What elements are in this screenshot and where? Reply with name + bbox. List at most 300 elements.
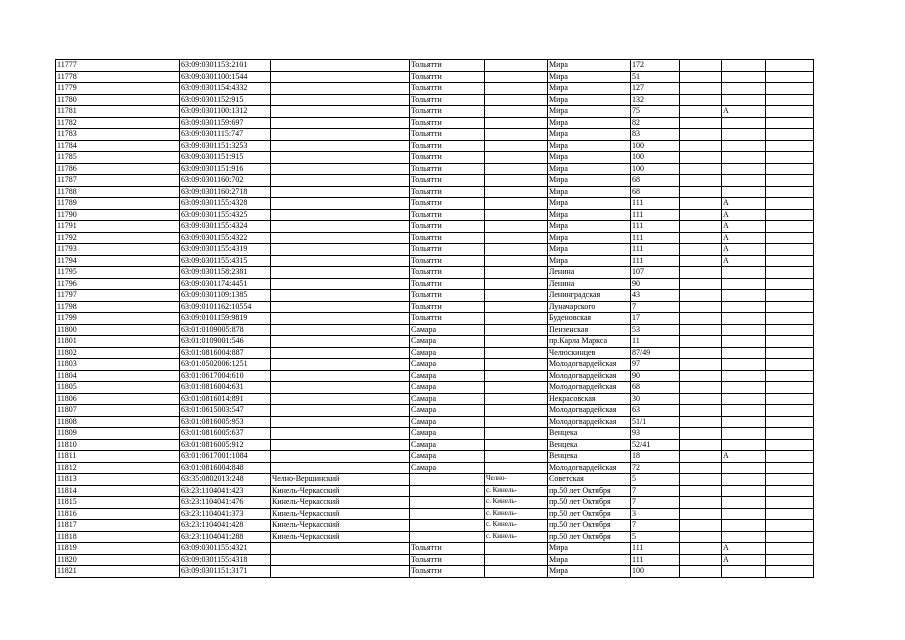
house-cell: 63 bbox=[631, 405, 680, 417]
letter-cell: А bbox=[722, 543, 766, 555]
table-row bbox=[56, 60, 814, 72]
settlement-cell: с. Кинель- bbox=[485, 497, 548, 509]
extra-cell bbox=[766, 71, 814, 83]
building-cell bbox=[680, 474, 722, 486]
house-cell: 87/49 bbox=[631, 347, 680, 359]
building-cell bbox=[680, 278, 722, 290]
house-cell: 53 bbox=[631, 324, 680, 336]
table-row bbox=[56, 554, 814, 566]
extra-cell bbox=[766, 439, 814, 451]
district-cell bbox=[271, 301, 410, 313]
extra-cell bbox=[766, 566, 814, 578]
district-cell bbox=[271, 129, 410, 141]
street-cell: Венцека bbox=[548, 451, 631, 463]
city-cell: Самара bbox=[410, 439, 485, 451]
house-cell: 100 bbox=[631, 163, 680, 175]
city-cell: Самара bbox=[410, 393, 485, 405]
street-cell: Молодогвардейская bbox=[548, 405, 631, 417]
settlement-cell bbox=[485, 324, 548, 336]
city-cell: Тольятти bbox=[410, 290, 485, 302]
table-row bbox=[56, 439, 814, 451]
row-number-cell: 11807 bbox=[56, 405, 180, 417]
extra-cell bbox=[766, 152, 814, 164]
settlement-cell bbox=[485, 163, 548, 175]
cadastral-number-cell: 63:09:0301174:4451 bbox=[180, 278, 271, 290]
extra-cell bbox=[766, 278, 814, 290]
street-cell: Мира bbox=[548, 198, 631, 210]
letter-cell: А bbox=[722, 221, 766, 233]
district-cell bbox=[271, 462, 410, 474]
settlement-cell bbox=[485, 359, 548, 371]
street-cell: Пензенская bbox=[548, 324, 631, 336]
row-number-cell: 11808 bbox=[56, 416, 180, 428]
letter-cell bbox=[722, 301, 766, 313]
settlement-cell bbox=[485, 232, 548, 244]
house-cell: 51 bbox=[631, 71, 680, 83]
row-number-cell: 11783 bbox=[56, 129, 180, 141]
extra-cell bbox=[766, 531, 814, 543]
district-cell bbox=[271, 232, 410, 244]
letter-cell bbox=[722, 175, 766, 187]
table-row bbox=[56, 313, 814, 325]
district-cell bbox=[271, 221, 410, 233]
house-cell: 3 bbox=[631, 508, 680, 520]
table-row bbox=[56, 267, 814, 279]
street-cell: Некрасовская bbox=[548, 393, 631, 405]
cadastral-number-cell: 63:23:1104041:423 bbox=[180, 485, 271, 497]
row-number-cell: 11780 bbox=[56, 94, 180, 106]
settlement-cell bbox=[485, 94, 548, 106]
building-cell bbox=[680, 117, 722, 129]
street-cell: Молодогвардейская bbox=[548, 416, 631, 428]
building-cell bbox=[680, 186, 722, 198]
table-row bbox=[56, 393, 814, 405]
cadastral-number-cell: 63:01:0615003:547 bbox=[180, 405, 271, 417]
letter-cell: А bbox=[722, 209, 766, 221]
cadastral-number-cell: 63:01:0109005:878 bbox=[180, 324, 271, 336]
building-cell bbox=[680, 60, 722, 72]
settlement-cell bbox=[485, 175, 548, 187]
building-cell bbox=[680, 359, 722, 371]
row-number-cell: 11789 bbox=[56, 198, 180, 210]
cadastral-number-cell: 63:01:0816004:631 bbox=[180, 382, 271, 394]
letter-cell bbox=[722, 416, 766, 428]
house-cell: 51/1 bbox=[631, 416, 680, 428]
extra-cell bbox=[766, 175, 814, 187]
district-cell bbox=[271, 60, 410, 72]
letter-cell: А bbox=[722, 198, 766, 210]
row-number-cell: 11778 bbox=[56, 71, 180, 83]
cadastral-number-cell: 63:09:0301100:1312 bbox=[180, 106, 271, 118]
street-cell: Челюскинцев bbox=[548, 347, 631, 359]
row-number-cell: 11794 bbox=[56, 255, 180, 267]
settlement-cell bbox=[485, 416, 548, 428]
row-number-cell: 11792 bbox=[56, 232, 180, 244]
district-cell bbox=[271, 163, 410, 175]
street-cell: Мира bbox=[548, 566, 631, 578]
letter-cell: А bbox=[722, 255, 766, 267]
street-cell: Венцека bbox=[548, 428, 631, 440]
settlement-cell bbox=[485, 301, 548, 313]
building-cell bbox=[680, 106, 722, 118]
settlement-cell bbox=[485, 198, 548, 210]
row-number-cell: 11791 bbox=[56, 221, 180, 233]
row-number-cell: 11814 bbox=[56, 485, 180, 497]
district-cell bbox=[271, 347, 410, 359]
house-cell: 7 bbox=[631, 520, 680, 532]
city-cell: Тольятти bbox=[410, 140, 485, 152]
settlement-cell bbox=[485, 347, 548, 359]
table-row bbox=[56, 428, 814, 440]
district-cell: Кинель-Черкасский bbox=[271, 497, 410, 509]
street-cell: пр.50 лет Октября bbox=[548, 508, 631, 520]
building-cell bbox=[680, 175, 722, 187]
house-cell: 93 bbox=[631, 428, 680, 440]
settlement-cell bbox=[485, 428, 548, 440]
city-cell: Тольятти bbox=[410, 313, 485, 325]
cadastral-number-cell: 63:09:0301159:697 bbox=[180, 117, 271, 129]
house-cell: 111 bbox=[631, 221, 680, 233]
table-row bbox=[56, 198, 814, 210]
district-cell bbox=[271, 278, 410, 290]
table-row bbox=[56, 163, 814, 175]
row-number-cell: 11805 bbox=[56, 382, 180, 394]
extra-cell bbox=[766, 244, 814, 256]
district-cell bbox=[271, 244, 410, 256]
district-cell bbox=[271, 554, 410, 566]
row-number-cell: 11816 bbox=[56, 508, 180, 520]
district-cell bbox=[271, 393, 410, 405]
district-cell bbox=[271, 359, 410, 371]
house-cell: 90 bbox=[631, 278, 680, 290]
cadastral-number-cell: 63:09:0301151:3253 bbox=[180, 140, 271, 152]
house-cell: 5 bbox=[631, 474, 680, 486]
table-row bbox=[56, 232, 814, 244]
row-number-cell: 11777 bbox=[56, 60, 180, 72]
house-cell: 111 bbox=[631, 209, 680, 221]
house-cell: 75 bbox=[631, 106, 680, 118]
city-cell: Тольятти bbox=[410, 566, 485, 578]
district-cell bbox=[271, 71, 410, 83]
house-cell: 52/41 bbox=[631, 439, 680, 451]
table-row bbox=[56, 244, 814, 256]
letter-cell bbox=[722, 428, 766, 440]
extra-cell bbox=[766, 359, 814, 371]
street-cell: Мира bbox=[548, 221, 631, 233]
street-cell: Мира bbox=[548, 117, 631, 129]
district-cell bbox=[271, 117, 410, 129]
extra-cell bbox=[766, 232, 814, 244]
extra-cell bbox=[766, 370, 814, 382]
building-cell bbox=[680, 428, 722, 440]
cadastral-number-cell: 63:01:0816005:912 bbox=[180, 439, 271, 451]
settlement-cell bbox=[485, 83, 548, 95]
extra-cell bbox=[766, 267, 814, 279]
cadastral-number-cell: 63:01:0816005:953 bbox=[180, 416, 271, 428]
street-cell: Мира bbox=[548, 71, 631, 83]
table-body bbox=[56, 60, 814, 578]
cadastral-number-cell: 63:09:0101162:10554 bbox=[180, 301, 271, 313]
house-cell: 127 bbox=[631, 83, 680, 95]
extra-cell bbox=[766, 198, 814, 210]
extra-cell bbox=[766, 255, 814, 267]
table-row bbox=[56, 175, 814, 187]
cadastral-number-cell: 63:09:0301151:915 bbox=[180, 152, 271, 164]
row-number-cell: 11793 bbox=[56, 244, 180, 256]
building-cell bbox=[680, 451, 722, 463]
letter-cell: А bbox=[722, 451, 766, 463]
cadastral-number-cell: 63:09:0301100:1544 bbox=[180, 71, 271, 83]
letter-cell bbox=[722, 347, 766, 359]
row-number-cell: 11800 bbox=[56, 324, 180, 336]
district-cell bbox=[271, 428, 410, 440]
cadastral-number-cell: 63:01:0109001:546 bbox=[180, 336, 271, 348]
city-cell: Самара bbox=[410, 405, 485, 417]
row-number-cell: 11818 bbox=[56, 531, 180, 543]
cadastral-number-cell: 63:09:0301155:4322 bbox=[180, 232, 271, 244]
row-number-cell: 11809 bbox=[56, 428, 180, 440]
district-cell bbox=[271, 209, 410, 221]
settlement-cell bbox=[485, 255, 548, 267]
city-cell bbox=[410, 474, 485, 486]
table-row bbox=[56, 531, 814, 543]
building-cell bbox=[680, 140, 722, 152]
settlement-cell bbox=[485, 209, 548, 221]
row-number-cell: 11819 bbox=[56, 543, 180, 555]
settlement-cell bbox=[485, 117, 548, 129]
settlement-cell: с. Кинель- bbox=[485, 485, 548, 497]
letter-cell bbox=[722, 324, 766, 336]
city-cell: Тольятти bbox=[410, 198, 485, 210]
district-cell bbox=[271, 566, 410, 578]
letter-cell bbox=[722, 313, 766, 325]
settlement-cell bbox=[485, 543, 548, 555]
city-cell: Тольятти bbox=[410, 94, 485, 106]
table-row bbox=[56, 117, 814, 129]
extra-cell bbox=[766, 416, 814, 428]
row-number-cell: 11796 bbox=[56, 278, 180, 290]
cadastral-number-cell: 63:09:0301155:4321 bbox=[180, 543, 271, 555]
table-row bbox=[56, 416, 814, 428]
letter-cell bbox=[722, 462, 766, 474]
building-cell bbox=[680, 83, 722, 95]
city-cell: Самара bbox=[410, 347, 485, 359]
extra-cell bbox=[766, 60, 814, 72]
city-cell bbox=[410, 485, 485, 497]
district-cell bbox=[271, 416, 410, 428]
street-cell: Ленина bbox=[548, 267, 631, 279]
letter-cell bbox=[722, 439, 766, 451]
house-cell: 18 bbox=[631, 451, 680, 463]
row-number-cell: 11810 bbox=[56, 439, 180, 451]
letter-cell bbox=[722, 140, 766, 152]
extra-cell bbox=[766, 428, 814, 440]
district-cell bbox=[271, 290, 410, 302]
table-row bbox=[56, 94, 814, 106]
cadastral-number-cell: 63:09:0301160:702 bbox=[180, 175, 271, 187]
settlement-cell bbox=[485, 566, 548, 578]
district-cell bbox=[271, 324, 410, 336]
cadastral-number-cell: 63:09:0301151:3171 bbox=[180, 566, 271, 578]
street-cell: Ленинградская bbox=[548, 290, 631, 302]
settlement-cell: Челно- bbox=[485, 474, 548, 486]
house-cell: 172 bbox=[631, 60, 680, 72]
district-cell bbox=[271, 140, 410, 152]
letter-cell bbox=[722, 129, 766, 141]
row-number-cell: 11798 bbox=[56, 301, 180, 313]
city-cell: Самара bbox=[410, 370, 485, 382]
city-cell: Самара bbox=[410, 462, 485, 474]
table-row bbox=[56, 324, 814, 336]
city-cell: Тольятти bbox=[410, 244, 485, 256]
settlement-cell bbox=[485, 462, 548, 474]
street-cell: Мира bbox=[548, 106, 631, 118]
letter-cell bbox=[722, 370, 766, 382]
table-row bbox=[56, 347, 814, 359]
city-cell: Тольятти bbox=[410, 129, 485, 141]
street-cell: Ленина bbox=[548, 278, 631, 290]
settlement-cell: с. Кинель- bbox=[485, 531, 548, 543]
district-cell bbox=[271, 313, 410, 325]
letter-cell: А bbox=[722, 106, 766, 118]
building-cell bbox=[680, 209, 722, 221]
building-cell bbox=[680, 405, 722, 417]
row-number-cell: 11787 bbox=[56, 175, 180, 187]
cadastral-number-cell: 63:23:1104041:288 bbox=[180, 531, 271, 543]
street-cell: Мира bbox=[548, 140, 631, 152]
cadastral-number-cell: 63:09:0301160:2718 bbox=[180, 186, 271, 198]
street-cell: Советская bbox=[548, 474, 631, 486]
street-cell: Мира bbox=[548, 255, 631, 267]
building-cell bbox=[680, 267, 722, 279]
table-row bbox=[56, 474, 814, 486]
settlement-cell bbox=[485, 313, 548, 325]
letter-cell bbox=[722, 267, 766, 279]
row-number-cell: 11785 bbox=[56, 152, 180, 164]
cadastral-number-cell: 63:09:0301155:4318 bbox=[180, 554, 271, 566]
letter-cell bbox=[722, 566, 766, 578]
building-cell bbox=[680, 520, 722, 532]
district-cell bbox=[271, 543, 410, 555]
letter-cell bbox=[722, 359, 766, 371]
building-cell bbox=[680, 290, 722, 302]
settlement-cell bbox=[485, 439, 548, 451]
house-cell: 17 bbox=[631, 313, 680, 325]
district-cell bbox=[271, 370, 410, 382]
district-cell bbox=[271, 106, 410, 118]
street-cell: Мира bbox=[548, 244, 631, 256]
letter-cell bbox=[722, 531, 766, 543]
district-cell bbox=[271, 451, 410, 463]
settlement-cell bbox=[485, 393, 548, 405]
settlement-cell bbox=[485, 278, 548, 290]
row-number-cell: 11779 bbox=[56, 83, 180, 95]
building-cell bbox=[680, 416, 722, 428]
building-cell bbox=[680, 163, 722, 175]
street-cell: пр.50 лет Октября bbox=[548, 485, 631, 497]
letter-cell bbox=[722, 485, 766, 497]
row-number-cell: 11812 bbox=[56, 462, 180, 474]
building-cell bbox=[680, 566, 722, 578]
row-number-cell: 11795 bbox=[56, 267, 180, 279]
district-cell bbox=[271, 255, 410, 267]
extra-cell bbox=[766, 324, 814, 336]
row-number-cell: 11788 bbox=[56, 186, 180, 198]
table-row bbox=[56, 336, 814, 348]
district-cell bbox=[271, 152, 410, 164]
district-cell bbox=[271, 267, 410, 279]
house-cell: 68 bbox=[631, 186, 680, 198]
city-cell: Тольятти bbox=[410, 117, 485, 129]
building-cell bbox=[680, 244, 722, 256]
building-cell bbox=[680, 152, 722, 164]
letter-cell bbox=[722, 497, 766, 509]
table-row bbox=[56, 370, 814, 382]
district-cell bbox=[271, 405, 410, 417]
settlement-cell bbox=[485, 451, 548, 463]
extra-cell bbox=[766, 117, 814, 129]
letter-cell: А bbox=[722, 232, 766, 244]
city-cell bbox=[410, 531, 485, 543]
cadastral-number-cell: 63:01:0502006:1251 bbox=[180, 359, 271, 371]
street-cell: Молодогвардейская bbox=[548, 382, 631, 394]
house-cell: 111 bbox=[631, 244, 680, 256]
row-number-cell: 11797 bbox=[56, 290, 180, 302]
extra-cell bbox=[766, 140, 814, 152]
house-cell: 7 bbox=[631, 497, 680, 509]
street-cell: пр.Карла Маркса bbox=[548, 336, 631, 348]
settlement-cell: с. Кинель- bbox=[485, 508, 548, 520]
district-cell: Кинель-Черкасский bbox=[271, 520, 410, 532]
table-row bbox=[56, 405, 814, 417]
street-cell: Молодогвардейская bbox=[548, 370, 631, 382]
city-cell: Самара bbox=[410, 359, 485, 371]
letter-cell bbox=[722, 336, 766, 348]
building-cell bbox=[680, 255, 722, 267]
letter-cell bbox=[722, 508, 766, 520]
house-cell: 30 bbox=[631, 393, 680, 405]
cadastral-number-cell: 63:09:0301155:4315 bbox=[180, 255, 271, 267]
row-number-cell: 11813 bbox=[56, 474, 180, 486]
table-row bbox=[56, 186, 814, 198]
cadastral-number-cell: 63:09:0301158:2381 bbox=[180, 267, 271, 279]
district-cell bbox=[271, 94, 410, 106]
settlement-cell bbox=[485, 152, 548, 164]
letter-cell bbox=[722, 186, 766, 198]
street-cell: Мира bbox=[548, 232, 631, 244]
district-cell bbox=[271, 175, 410, 187]
city-cell: Тольятти bbox=[410, 209, 485, 221]
table-row bbox=[56, 497, 814, 509]
building-cell bbox=[680, 324, 722, 336]
house-cell: 68 bbox=[631, 382, 680, 394]
settlement-cell bbox=[485, 129, 548, 141]
table-row bbox=[56, 485, 814, 497]
extra-cell bbox=[766, 347, 814, 359]
city-cell: Тольятти bbox=[410, 278, 485, 290]
extra-cell bbox=[766, 221, 814, 233]
building-cell bbox=[680, 370, 722, 382]
street-cell: Молодогвардейская bbox=[548, 359, 631, 371]
district-cell bbox=[271, 336, 410, 348]
table-row bbox=[56, 278, 814, 290]
table-row bbox=[56, 566, 814, 578]
settlement-cell bbox=[485, 554, 548, 566]
row-number-cell: 11802 bbox=[56, 347, 180, 359]
house-cell: 111 bbox=[631, 543, 680, 555]
building-cell bbox=[680, 382, 722, 394]
row-number-cell: 11804 bbox=[56, 370, 180, 382]
